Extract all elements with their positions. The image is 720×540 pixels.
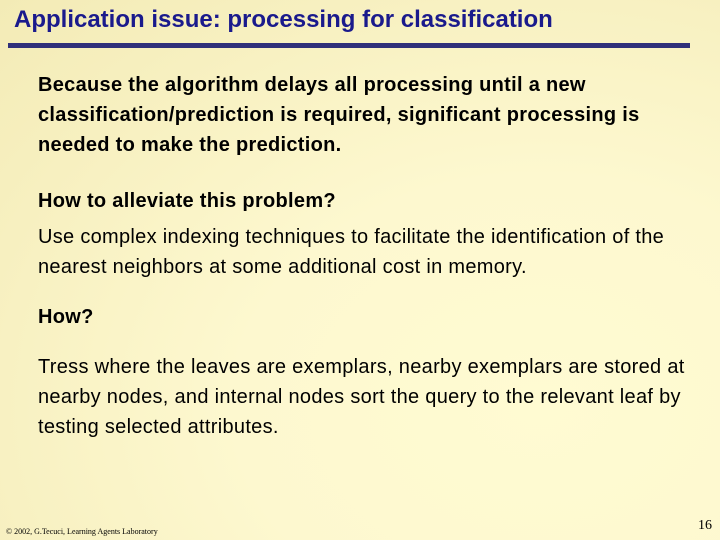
- slide-title: Application issue: processing for classification: [14, 6, 553, 33]
- answer-trees: Tress where the leaves are exemplars, nearby exemplars are stored at nearby nodes, and internal nodes sort the query to the relevant leaf by testing selected attributes.: [38, 356, 685, 438]
- title-underline: [8, 43, 690, 48]
- question-how: How?: [38, 306, 94, 328]
- footer-copyright: © 2002, G.Tecuci, Learning Agents Laboratory: [6, 527, 158, 536]
- page-number: 16: [698, 518, 712, 533]
- question-alleviate: How to alleviate this problem?: [38, 190, 336, 212]
- answer-indexing: Use complex indexing techniques to facilitate the identification of the nearest neighbors at some additional cost in memory.: [38, 226, 665, 278]
- paragraph-processing: Because the algorithm delays all processing until a new classification/prediction is required, significant processing is needed to make the prediction.: [38, 74, 640, 156]
